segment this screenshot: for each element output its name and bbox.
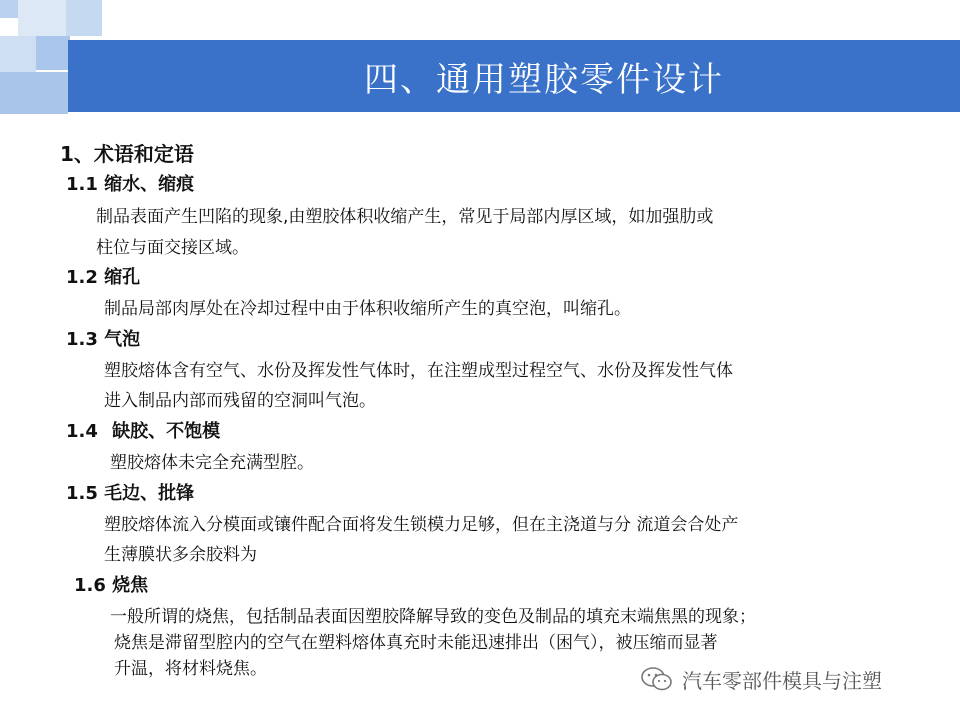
term-heading [66, 170, 194, 196]
definition-line: 烧焦是滞留型腔内的空气在塑料熔体真充时未能迅速排出（困气），被压缩而显著 [114, 633, 718, 653]
term-number: 1.4 [66, 421, 98, 442]
decor-square [0, 72, 68, 114]
watermark [640, 664, 882, 694]
title-bar [68, 40, 960, 112]
term-heading [66, 263, 140, 289]
term-heading [74, 571, 148, 597]
decor-square [0, 0, 18, 18]
definition-line: 塑胶熔体流入分模面或镶件配合面将发生锁模力足够，但在主浇道与分 流道会合处产 [104, 515, 739, 535]
wechat-icon [640, 666, 674, 692]
watermark-text: 汽车零部件模具与注塑 [682, 668, 882, 693]
term-number: 1.1 [66, 174, 98, 195]
term-title: 缺胶、不饱模 [112, 421, 221, 442]
term-heading [66, 417, 220, 443]
term-title: 缩孔 [104, 267, 141, 288]
decor-square [0, 36, 36, 72]
definition-line: 进入制品内部而残留的空洞叫气泡。 [104, 391, 376, 411]
definition-line: 制品局部肉厚处在冷却过程中由于体积收缩所产生的真空泡，叫缩孔。 [104, 299, 631, 319]
term-heading [66, 479, 194, 505]
term-heading [66, 325, 140, 351]
definition-line: 塑胶熔体未完全充满型腔。 [110, 453, 314, 473]
definition-line: 柱位与面交接区域。 [96, 238, 249, 258]
section-heading: 1、术语和定语 [60, 142, 194, 166]
decor-square [36, 36, 70, 70]
term-title: 烧焦 [112, 575, 149, 596]
term-number: 1.3 [66, 329, 98, 350]
page-title: 四、通用塑胶零件设计 [364, 59, 724, 100]
decor-square [18, 0, 66, 36]
term-number: 1.5 [66, 483, 98, 504]
term-number: 1.2 [66, 267, 98, 288]
term-title: 气泡 [104, 329, 141, 350]
term-title: 毛边、批锋 [104, 483, 195, 504]
term-title: 缩水、缩痕 [104, 174, 195, 195]
definition-line: 制品表面产生凹陷的现象,由塑胶体积收缩产生，常见于局部内厚区域，如加强肋或 [96, 207, 714, 227]
definition-line: 生薄膜状多余胶料为 [104, 545, 257, 565]
decor-square [66, 0, 102, 36]
definition-line: 塑胶熔体含有空气、水份及挥发性气体时，在注塑成型过程空气、水份及挥发性气体 [104, 361, 733, 381]
term-number: 1.6 [74, 575, 106, 596]
definition-line: 一般所谓的烧焦，包括制品表面因塑胶降解导致的变色及制品的填充末端焦黑的现象； [110, 607, 756, 627]
definition-line: 升温，将材料烧焦。 [114, 659, 267, 679]
